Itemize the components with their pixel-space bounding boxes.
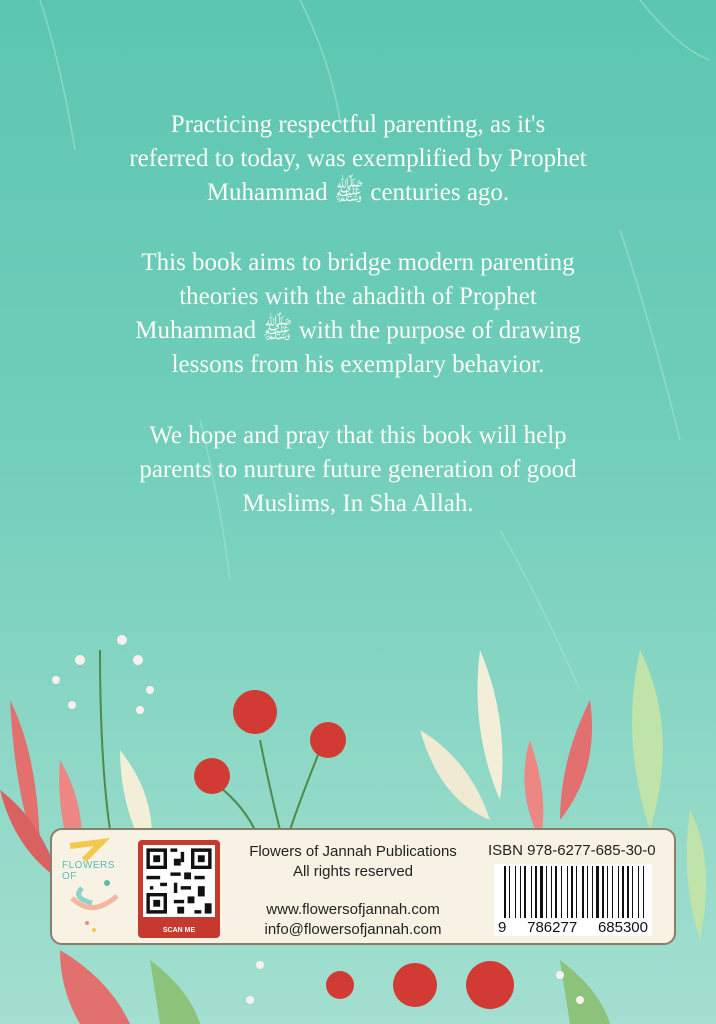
logo-graphic: [62, 838, 130, 938]
barcode-digit-group: 786277: [527, 919, 578, 936]
barcode-bar: [612, 866, 613, 918]
barcode-bar: [551, 866, 552, 918]
scan-me-label: SCAN ME: [162, 927, 196, 934]
barcode-bar: [561, 866, 562, 918]
barcode: [494, 864, 652, 936]
barcode-bar: [546, 866, 547, 918]
text-line: We hope and pray that this book will help: [149, 422, 567, 449]
blurb-paragraph-1: [0, 108, 716, 210]
barcode-digit-group: 9: [498, 919, 507, 936]
barcode-digits: [494, 919, 652, 936]
qr-pattern: [143, 845, 215, 917]
barcode-bar: [622, 866, 624, 918]
blurb-paragraph-2: [0, 246, 716, 382]
barcode-bar: [531, 866, 532, 918]
barcode-bar: [567, 866, 568, 918]
barcode-bar: [607, 866, 608, 918]
publisher-details: [228, 842, 478, 940]
publisher-logo: [62, 838, 130, 938]
barcode-bar: [555, 866, 557, 918]
text-line: Muslims, In Sha Allah.: [242, 490, 474, 517]
barcode-bar: [540, 866, 543, 918]
barcode-bar: [632, 866, 633, 918]
text-line: This book aims to bridge modern parenting: [141, 249, 575, 276]
website-link[interactable]: www.flowersofjannah.com: [266, 901, 440, 918]
publisher-info-panel: [50, 828, 676, 945]
blurb-paragraph-3: [0, 419, 716, 521]
text-line: Muhammad ﷺ with the purpose of drawing: [135, 317, 581, 344]
barcode-bar: [582, 866, 584, 918]
barcode-bar: [509, 866, 510, 918]
barcode-bar: [627, 866, 629, 918]
isbn-text: ISBN 978-6277-685-30-0: [488, 842, 656, 859]
logo-text: FLOWERS OF: [62, 860, 115, 882]
text-line: theories with the ahadith of Prophet: [179, 283, 537, 310]
text-line: Practicing respectful parenting, as it's: [170, 111, 546, 138]
email-link[interactable]: info@flowersofjannah.com: [264, 921, 442, 938]
text-line: parents to nurture future generation of good: [139, 456, 577, 483]
text-line: lessons from his exemplary behavior.: [171, 351, 545, 378]
barcode-bar: [515, 866, 516, 918]
barcode-bar: [571, 866, 573, 918]
rights-text: All rights reserved: [292, 863, 414, 880]
barcode-bar: [592, 866, 593, 918]
text-line: Muhammad ﷺ centuries ago.: [206, 179, 510, 206]
text-line: referred to today, was exemplified by Prophet: [129, 145, 587, 172]
barcode-bar: [576, 866, 577, 918]
barcode-digit-group: 685300: [597, 919, 648, 936]
barcode-bar: [602, 866, 604, 918]
qr-code[interactable]: [138, 840, 220, 938]
barcode-bar: [596, 866, 599, 918]
barcode-bar: [504, 866, 506, 918]
publisher-name: Flowers of Jannah Publications: [249, 843, 457, 860]
barcode-bar: [643, 866, 644, 918]
barcode-bar: [535, 866, 537, 918]
barcode-bar: [524, 866, 526, 918]
barcode-bar: [520, 866, 521, 918]
barcode-bar: [638, 866, 639, 918]
barcode-bar: [618, 866, 619, 918]
barcode-bar: [587, 866, 588, 918]
